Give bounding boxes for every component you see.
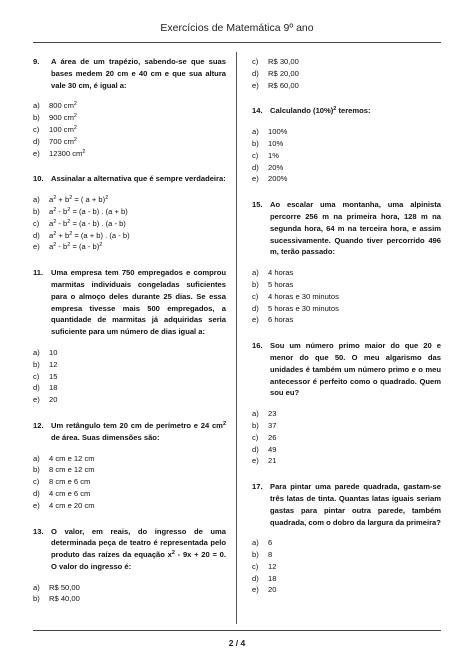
question-text: Ao escalar uma montanha, uma alpinista percorre 256 m na primeira hora, 128 m na segunda hora, 64 m na terceira hora, e assim sucessivamente. Quando tiver percorrido 496 m, terão passado: bbox=[270, 200, 441, 257]
answer-options bbox=[33, 453, 226, 512]
option-text: $a^2 - b^2 = (a - b)^2$ bbox=[49, 242, 103, 252]
question-number: 17. bbox=[252, 482, 263, 492]
question-number: 14. bbox=[252, 106, 263, 116]
option-text: 8 cm e 12 cm bbox=[49, 465, 95, 475]
option-letter: d) bbox=[33, 136, 40, 146]
option-letter: e) bbox=[33, 242, 40, 252]
option-text: 12 bbox=[268, 561, 277, 571]
option-text: 6 bbox=[268, 538, 273, 548]
answer-option bbox=[252, 138, 441, 150]
option-text: 20 bbox=[268, 585, 277, 595]
option-letter: b) bbox=[33, 594, 40, 604]
option-letter: a) bbox=[252, 268, 259, 278]
option-letter: c) bbox=[33, 371, 40, 381]
answer-option bbox=[33, 453, 226, 465]
option-letter: d) bbox=[252, 68, 259, 78]
option-letter: e) bbox=[33, 148, 40, 158]
answer-option bbox=[252, 150, 441, 162]
answer-option bbox=[252, 279, 441, 291]
answer-option bbox=[33, 241, 226, 253]
question-14 bbox=[252, 105, 441, 185]
option-text: 4 cm e 12 cm bbox=[49, 453, 95, 463]
answer-option bbox=[252, 455, 441, 467]
answer-option bbox=[33, 230, 226, 242]
question-stem bbox=[33, 526, 226, 573]
option-text: 100 $cm^2$ bbox=[49, 124, 77, 134]
answer-options bbox=[252, 267, 441, 326]
answer-options bbox=[252, 537, 441, 596]
option-letter: d) bbox=[252, 162, 259, 172]
page-header-title: Exercícios de Matemática 9º ano bbox=[160, 22, 314, 34]
option-letter: a) bbox=[33, 101, 40, 111]
answer-option bbox=[252, 537, 441, 549]
option-text: 6 horas bbox=[268, 315, 294, 325]
answer-options bbox=[33, 582, 226, 606]
option-letter: c) bbox=[33, 218, 40, 228]
option-text: $a^2 - b^2 = (a - b)$ . (a - b) bbox=[49, 218, 126, 228]
question-number: 9. bbox=[33, 57, 40, 66]
answer-option bbox=[252, 420, 441, 432]
page-number: 2 / 4 bbox=[228, 638, 246, 648]
option-letter: a) bbox=[252, 538, 259, 548]
option-letter: d) bbox=[33, 488, 40, 498]
question-13 bbox=[33, 526, 226, 606]
question-text: Calculando $(10\%)^2$ teremos: bbox=[270, 106, 371, 116]
option-letter: c) bbox=[252, 432, 259, 442]
option-text: 12300 $cm^2$ bbox=[49, 148, 86, 158]
question-spacer bbox=[33, 159, 226, 173]
answer-option bbox=[252, 561, 441, 573]
option-letter: b) bbox=[33, 206, 40, 216]
option-text: 8 bbox=[268, 550, 273, 560]
question-stem bbox=[33, 420, 226, 444]
question-spacer bbox=[252, 326, 441, 340]
question-number: 12. bbox=[33, 420, 44, 430]
question-stem bbox=[252, 105, 441, 117]
option-text: $a^2 + b^2$ = ( a + b)$^2$ bbox=[49, 195, 109, 205]
question-number: 11. bbox=[33, 268, 44, 278]
question-9 bbox=[33, 56, 226, 159]
answer-option bbox=[252, 408, 441, 420]
question-stem bbox=[252, 481, 441, 528]
option-text: 8 cm e 6 cm bbox=[49, 477, 91, 487]
option-text: 5 horas bbox=[268, 279, 294, 289]
option-letter: c) bbox=[252, 57, 259, 66]
option-text: R$ 60,00 bbox=[268, 80, 299, 90]
option-text: 26 bbox=[268, 432, 277, 442]
option-text: 1% bbox=[268, 150, 279, 160]
question-stem bbox=[33, 56, 226, 91]
question-12 bbox=[33, 420, 226, 512]
question-text: Um retângulo tem 20 cm de perímetro e 24 $cm^2$ de área. Suas dimensões são: bbox=[51, 420, 226, 442]
answer-option bbox=[33, 194, 226, 206]
option-letter: e) bbox=[252, 585, 259, 595]
answer-option bbox=[33, 382, 226, 394]
question-text: Para pintar uma parede quadrada, gastam-se três latas de tinta. Quantas latas iguais seriam gastas para pintar outra parede, também quadrada, com o dobro da largura da primeira? bbox=[270, 482, 441, 527]
option-letter: a) bbox=[252, 127, 259, 137]
option-letter: d) bbox=[252, 303, 259, 313]
option-letter: d) bbox=[33, 383, 40, 393]
question-continued bbox=[252, 56, 441, 91]
answer-option bbox=[33, 488, 226, 500]
option-text: 18 bbox=[49, 383, 58, 393]
option-letter: e) bbox=[252, 80, 259, 90]
option-letter: b) bbox=[252, 138, 259, 148]
option-letter: e) bbox=[252, 174, 259, 184]
option-text: 49 bbox=[268, 444, 277, 454]
answer-options bbox=[252, 56, 441, 91]
answer-option bbox=[33, 500, 226, 512]
question-number: 10. bbox=[33, 174, 44, 184]
option-letter: e) bbox=[252, 456, 259, 466]
question-text: Assinalar a alternativa que é sempre verdadeira: bbox=[51, 174, 226, 184]
answer-option bbox=[252, 303, 441, 315]
option-letter: a) bbox=[33, 347, 40, 357]
option-text: 10% bbox=[268, 138, 284, 148]
option-text: 4 horas e 30 minutos bbox=[268, 291, 339, 301]
option-letter: a) bbox=[33, 582, 40, 592]
answer-options bbox=[33, 347, 226, 406]
question-11 bbox=[33, 267, 226, 406]
option-text: 12 bbox=[49, 359, 58, 369]
question-spacer bbox=[33, 253, 226, 267]
option-text: 800 $cm^2$ bbox=[49, 101, 77, 111]
answer-option bbox=[33, 112, 226, 124]
answer-options bbox=[33, 100, 226, 159]
option-text: R$ 40,00 bbox=[49, 594, 80, 604]
option-letter: b) bbox=[33, 113, 40, 123]
answer-option bbox=[252, 80, 441, 92]
option-letter: c) bbox=[252, 150, 259, 160]
answer-option bbox=[252, 549, 441, 561]
option-letter: c) bbox=[252, 291, 259, 301]
answer-option bbox=[33, 476, 226, 488]
answer-option bbox=[252, 573, 441, 585]
answer-option bbox=[252, 584, 441, 596]
option-text: R$ 30,00 bbox=[268, 57, 299, 66]
option-text: 700 $cm^2$ bbox=[49, 136, 77, 146]
option-text: 23 bbox=[268, 409, 277, 419]
question-number: 15. bbox=[252, 200, 263, 210]
option-text: 900 $cm^2$ bbox=[49, 113, 77, 123]
option-letter: c) bbox=[33, 477, 40, 487]
option-text: 18 bbox=[268, 573, 277, 583]
option-letter: b) bbox=[252, 420, 259, 430]
answer-option bbox=[33, 136, 226, 148]
answer-option bbox=[252, 314, 441, 326]
answer-option bbox=[252, 444, 441, 456]
option-text: 15 bbox=[49, 371, 58, 381]
question-stem bbox=[33, 173, 226, 185]
option-letter: a) bbox=[33, 195, 40, 205]
answer-option bbox=[252, 267, 441, 279]
option-letter: a) bbox=[252, 409, 259, 419]
option-text: 4 cm e 6 cm bbox=[49, 488, 91, 498]
option-text: R$ 50,00 bbox=[49, 582, 80, 592]
left-column bbox=[33, 56, 226, 605]
answer-options bbox=[252, 408, 441, 467]
right-column bbox=[252, 56, 441, 596]
question-17 bbox=[252, 481, 441, 596]
answer-option bbox=[33, 582, 226, 594]
question-number: 16. bbox=[252, 341, 263, 351]
option-text: 4 horas bbox=[268, 268, 294, 278]
footer-divider bbox=[33, 630, 441, 631]
answer-option bbox=[33, 148, 226, 160]
question-stem bbox=[252, 340, 441, 399]
answer-option bbox=[252, 126, 441, 138]
option-letter: e) bbox=[33, 395, 40, 405]
answer-option bbox=[33, 218, 226, 230]
option-text: 100% bbox=[268, 127, 288, 137]
option-letter: b) bbox=[252, 279, 259, 289]
question-spacer bbox=[252, 91, 441, 105]
answer-option bbox=[252, 162, 441, 174]
option-text: 5 horas e 30 minutos bbox=[268, 303, 339, 313]
option-letter: b) bbox=[252, 550, 259, 560]
option-text: 10 bbox=[49, 347, 58, 357]
answer-option bbox=[33, 206, 226, 218]
question-spacer bbox=[252, 185, 441, 199]
answer-option bbox=[252, 68, 441, 80]
question-text: Sou um número primo maior do que 20 e menor do que 50. O meu algarismo das unidades é também um número primo e o meu antecessor é perfeito como o quadrado. Quem sou eu? bbox=[270, 341, 441, 398]
option-letter: d) bbox=[252, 444, 259, 454]
answer-option bbox=[33, 100, 226, 112]
option-text: $a^2 - b^2 = (a - b)$ . (a + b) bbox=[49, 206, 128, 216]
answer-option bbox=[33, 359, 226, 371]
answer-option bbox=[33, 371, 226, 383]
question-text: Uma empresa tem 750 empregados e comprou marmitas individuais congeladas suficientes para o almoço deles durante 25 dias. Se essa empresa tivesse mais 500 empregados, a quantidade de marmitas já adquiridas seria suficiente para um número de dias igual a: bbox=[51, 268, 226, 337]
option-text: 4 cm e 20 cm bbox=[49, 500, 95, 510]
question-number: 13. bbox=[33, 526, 44, 536]
question-text: O valor, em reais, do ingresso de uma determinada peça de teatro é representada pelo produto das raízes da equação $x^2 - 9x + 20 = 0$. O valor do ingresso é: bbox=[51, 526, 226, 571]
answer-option bbox=[33, 394, 226, 406]
question-spacer bbox=[33, 406, 226, 420]
option-letter: b) bbox=[33, 465, 40, 475]
question-stem bbox=[33, 267, 226, 338]
question-15 bbox=[252, 199, 441, 326]
answer-option bbox=[252, 173, 441, 185]
option-text: 20 bbox=[49, 395, 58, 405]
answer-option bbox=[252, 56, 441, 68]
option-text: R$ 20,00 bbox=[268, 68, 299, 78]
option-letter: d) bbox=[33, 230, 40, 240]
option-text: 200% bbox=[268, 174, 288, 184]
option-text: $a^2 + b^2 = (a + b)$ . (a - b) bbox=[49, 230, 130, 240]
option-letter: e) bbox=[33, 500, 40, 510]
option-letter: e) bbox=[252, 315, 259, 325]
answer-option bbox=[252, 291, 441, 303]
option-letter: b) bbox=[33, 359, 40, 369]
answer-option bbox=[33, 124, 226, 136]
column-divider bbox=[236, 52, 237, 624]
question-spacer bbox=[33, 512, 226, 526]
option-text: 20% bbox=[268, 162, 284, 172]
question-spacer bbox=[252, 467, 441, 481]
answer-option bbox=[33, 464, 226, 476]
answer-option bbox=[33, 593, 226, 605]
option-text: 37 bbox=[268, 420, 277, 430]
option-text: 21 bbox=[268, 456, 277, 466]
answer-option bbox=[252, 432, 441, 444]
option-letter: d) bbox=[252, 573, 259, 583]
answer-option bbox=[33, 347, 226, 359]
option-letter: a) bbox=[33, 453, 40, 463]
question-16 bbox=[252, 340, 441, 467]
option-letter: c) bbox=[33, 124, 40, 134]
question-stem bbox=[252, 199, 441, 258]
option-letter: c) bbox=[252, 561, 259, 571]
answer-options bbox=[252, 126, 441, 185]
header-divider bbox=[33, 42, 441, 43]
question-10 bbox=[33, 173, 226, 253]
answer-options bbox=[33, 194, 226, 253]
question-text: A área de um trapézio, sabendo-se que suas bases medem 20 cm e 40 cm e que sua altura vale 30 cm, é igual a: bbox=[51, 57, 226, 90]
